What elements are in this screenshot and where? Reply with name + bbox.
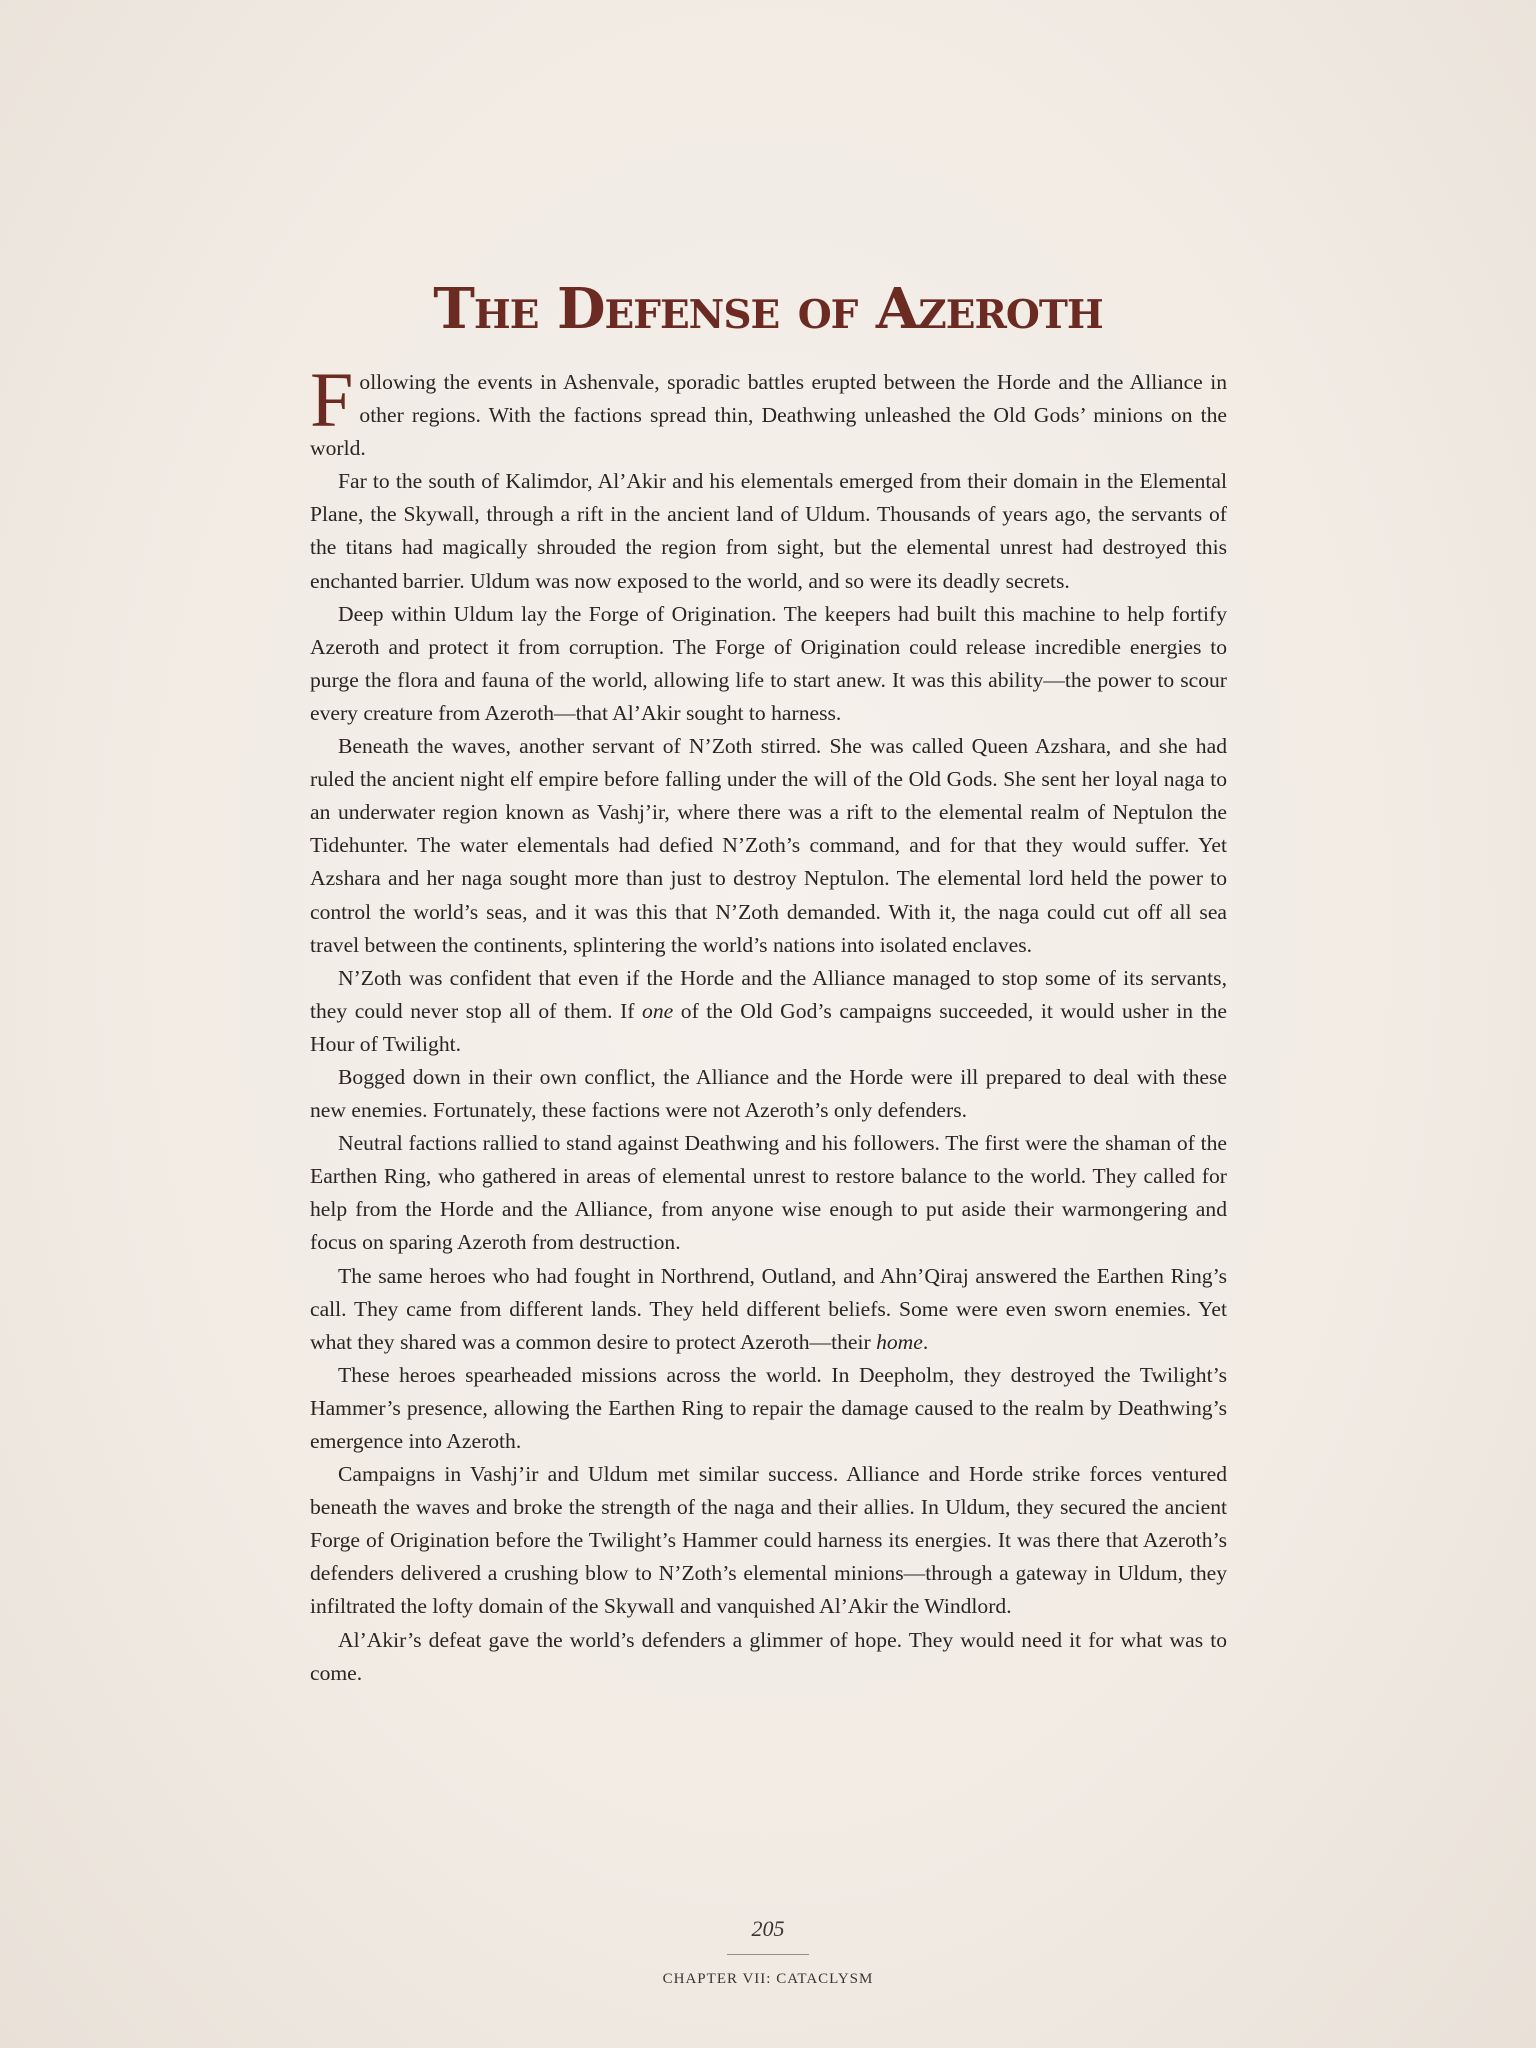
paragraph-5 — [310, 962, 1227, 1061]
paragraph-1 — [310, 356, 1227, 465]
paragraph-8-text-b: . — [922, 1329, 929, 1354]
drop-cap: F — [310, 356, 354, 443]
paragraph-5-text-a: N’Zoth was confident that even if the Horde and the Alliance managed to stop some of its servants, they could never stop all of them. If — [310, 965, 1227, 1023]
paragraph-8 — [310, 1260, 1227, 1359]
paragraph-3: Deep within Uldum lay the Forge of Origination. The keepers had built this machine to help fortify Azeroth and protect it from corruption. The Forge of Origination could release incredible energies to purge the flora and fauna of the world, allowing life to start anew. It was this ability—the power to scour every creature from Azeroth—that Al’Akir sought to harness. — [310, 601, 1227, 725]
body-text — [310, 356, 1227, 1690]
paragraph-5-text-b: of the Old God’s campaigns succeeded, it would usher in the Hour of Twilight. — [310, 998, 1227, 1056]
page-title: The Defense of Azeroth — [433, 276, 1103, 342]
paragraph-9: These heroes spearheaded missions across the world. In Deepholm, they destroyed the Twilight’s Hammer’s presence, allowing the Earthen Ring to repair the damage caused to the realm by Deathwing’s emergence into Azeroth. — [310, 1362, 1227, 1453]
page-number: 205 — [751, 1916, 785, 1941]
paragraph-6: Bogged down in their own conflict, the Alliance and the Horde were ill prepared to deal with these new enemies. Fortunately, these factions were not Azeroth’s only defenders. — [310, 1064, 1227, 1123]
paragraph-2: Far to the south of Kalimdor, Al’Akir and his elementals emerged from their domain in the Elemental Plane, the Skywall, through a rift in the ancient land of Uldum. Thousands of years ago, the servants of the titans had magically shrouded the region from sight, but the elemental unrest had destroyed this enchanted barrier. Uldum was now exposed to the world, and so were its deadly secrets. — [310, 469, 1227, 593]
paragraph-8-emphasis: home — [876, 1329, 923, 1354]
paragraph-4: Beneath the waves, another servant of N’Zoth stirred. She was called Queen Azshara, and she had ruled the ancient night elf empire before falling under the will of the Old Gods. She sent her loyal naga to an underwater region known as Vashj’ir, where there was a rift to the elemental realm of Neptulon the Tidehunter. The water elementals had defied N’Zoth’s command, and for that they would suffer. Yet Azshara and her naga sought more than just to destroy Neptulon. The elemental lord held the power to control the world’s seas, and it was this that N’Zoth demanded. With it, the naga could cut off all sea travel between the continents, splintering the world’s nations into isolated enclaves. — [310, 734, 1227, 957]
paragraph-8-text-a: The same heroes who had fought in Northrend, Outland, and Ahn’Qiraj answered the Earthen Ring’s call. They came from different lands. They held different beliefs. Some were even sworn enemies. Yet what they shared was a common desire to protect Azeroth—their — [310, 1263, 1227, 1354]
paragraph-10: Campaigns in Vashj’ir and Uldum met similar success. Alliance and Horde strike forces ventured beneath the waves and broke the strength of the naga and their allies. In Uldum, they secured the ancient Forge of Origination before the Twilight’s Hammer could harness its energies. It was there that Azeroth’s defenders delivered a crushing blow to N’Zoth’s elemental minions—through a gateway in Uldum, they infiltrated the lofty domain of the Skywall and vanquished Al’Akir the Windlord. — [310, 1462, 1227, 1619]
chapter-footer: CHAPTER VII: CATACLYSM — [662, 1971, 874, 1987]
footer-divider — [727, 1954, 809, 1955]
paragraph-11: Al’Akir’s defeat gave the world’s defenders a glimmer of hope. They would need it for what was to come. — [310, 1627, 1227, 1685]
paragraph-1-text: ollowing the events in Ashenvale, sporadic battles erupted between the Horde and the Alliance in other regions. With the factions spread thin, Deathwing unleashed the Old Gods’ minions on the world. — [310, 370, 1227, 461]
paragraph-5-emphasis: one — [642, 998, 674, 1023]
paragraph-7: Neutral factions rallied to stand against Deathwing and his followers. The first were the shaman of the Earthen Ring, who gathered in areas of elemental unrest to restore balance to the world. They called for help from the Horde and the Alliance, from anyone wise enough to put aside their warmongering and focus on sparing Azeroth from destruction. — [310, 1131, 1227, 1255]
